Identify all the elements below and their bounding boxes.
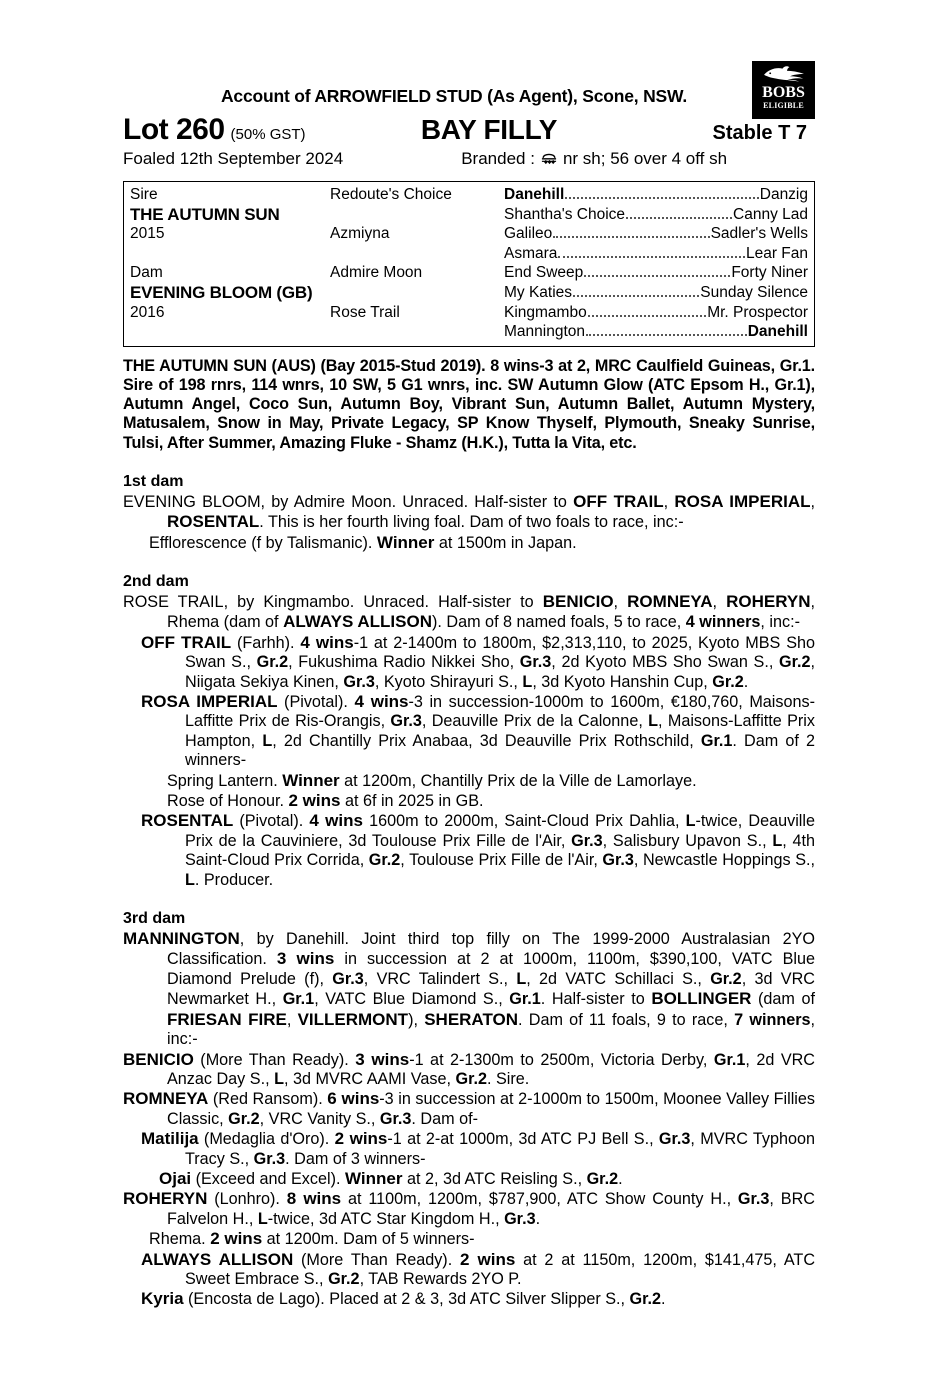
pedigree-dot-leader: [588, 305, 707, 317]
pedigree-row: [130, 303, 808, 323]
pedigree-dot-leader: [584, 266, 730, 278]
pedigree-dam-name: Forty Niner: [731, 264, 808, 282]
pedigree-dot-leader: [586, 325, 747, 337]
pedigree-sire-name: Galileo: [504, 225, 553, 243]
brand-symbol-icon: [539, 151, 559, 168]
stable-number: Stable T 7: [712, 122, 807, 144]
pedigree-dot-leader: [565, 187, 758, 199]
pedigree-cell-gen3: [504, 224, 808, 244]
sire-summary: THE AUTUMN SUN (AUS) (Bay 2015-Stud 2019). 8 wins-3 at 2, MRC Caulfield Guineas, Gr.1. Sire of 198 rnrs, 114 wnrs, 10 SW, 5 G1 wnrs, inc. SW Autumn Glow (ATC Epsom H., Gr.1), Autumn Angel, Coco Sun, Autumn Boy, Vibrant Sun, Autumn Ballet, Autumn Mystery, Matusalem, Snow in May, Private Legacy, SP Know Thyself, Plymouth, Sneaky Sunrise, Tulsi, After Summer, Amazing Fluke - Shamz (H.K.), Tutta la Vita, etc.: [123, 356, 815, 452]
pedigree-entry: Kyria (Encosta de Lago). Placed at 2 & 3, 3d ATC Silver Slipper S., Gr.2.: [141, 1289, 666, 1309]
pedigree-row: [130, 224, 808, 244]
pedigree-dam-name: Lear Fan: [745, 244, 808, 262]
branded-text: nr sh; 56 over 4 off sh: [562, 149, 728, 168]
sex-and-colour: BAY FILLY: [420, 114, 558, 145]
pedigree-cell-gen1: 2016: [130, 303, 165, 321]
pedigree-cell-gen3: [504, 244, 808, 264]
pedigree-entry: Efflorescence (f by Talismanic). Winner at 1500m in Japan.: [149, 532, 577, 552]
pedigree-sire-name: Kingmambo: [504, 303, 587, 321]
pedigree-entry: ROHERYN (Lonhro). 8 wins at 1100m, 1200m, $787,900, ATC Show County H., Gr.3, BRC Falvelon H., L-twice, 3d ATC Star Kingdom H., Gr.3.: [123, 1189, 815, 1228]
pedigree-sire-name: End Sweep: [504, 264, 584, 282]
bobs-wordmark: BOBS: [762, 84, 805, 101]
bobs-eligible-label: ELIGIBLE: [763, 101, 804, 110]
pedigree-row: [130, 205, 808, 225]
pedigree-dot-leader: [553, 227, 709, 239]
pedigree-dam-name: Danehill: [747, 323, 808, 341]
pedigree-entry: BENICIO (More Than Ready). 3 wins-1 at 2-1300m to 2500m, Victoria Derby, Gr.1, 2d VRC Anzac Day S., L, 3d MVRC AAMI Vase, Gr.2. Sire.: [123, 1049, 815, 1088]
pedigree-cell-gen1: [130, 322, 330, 342]
pedigree-cell-gen2: Rose Trail: [330, 303, 400, 321]
pedigree-dam-name: Sadler's Wells: [710, 225, 808, 243]
pedigree-cell-gen2: [330, 205, 504, 225]
pedigree-cell-gen1: [130, 244, 330, 264]
dam-heading: 1st dam: [123, 472, 184, 490]
pedigree-row: [130, 244, 808, 264]
pedigree-entry: OFF TRAIL (Farhh). 4 wins-1 at 2-1400m to 1800m, $2,313,110, to 2025, Kyoto MBS Sho Swan S., Gr.2, Fukushima Radio Nikkei Sho, Gr.3, 2d Kyoto MBS Sho Swan S., Gr.2, Niigata Sekiya Kinen, Gr.3, Kyoto Shirayuri S., L, 3d Kyoto Hanshin Cup, Gr.2.: [141, 632, 816, 691]
dam-heading: 2nd dam: [123, 572, 189, 590]
pedigree-cell-gen3: [504, 303, 808, 323]
pedigree-dam-name: Canny Lad: [733, 205, 808, 223]
pedigree-sire-name: Shantha's Choice: [504, 205, 626, 223]
pedigree-cell-gen3: [504, 283, 808, 303]
gst-note: (50% GST): [230, 126, 306, 143]
pedigree-row: [130, 263, 808, 283]
pedigree-cell-gen1: Dam: [130, 264, 163, 282]
pedigree-cell-gen3: [504, 322, 808, 342]
bobs-eligible-logo: [752, 61, 815, 119]
pedigree-entry: ROSE TRAIL, by Kingmambo. Unraced. Half-sister to BENICIO, ROMNEYA, ROHERYN, Rhema (dam of ALWAYS ALLISON). Dam of 8 named foals, 5 to race, 4 winners, inc:-: [123, 591, 815, 632]
pedigree-dot-leader: [626, 207, 732, 219]
pedigree-cell-gen2: [330, 283, 504, 303]
pedigree-cell-gen1: 2015: [130, 225, 165, 243]
pedigree-dam-name: Mr. Prospector: [707, 303, 808, 321]
pedigree-table: [123, 181, 815, 347]
lot-number: Lot 260: [123, 113, 225, 146]
pedigree-row: [130, 283, 808, 303]
branded-label: Branded :: [461, 149, 535, 168]
pedigree-entry: Rose of Honour. 2 wins at 6f in 2025 in GB.: [167, 791, 484, 811]
pedigree-cell-gen2: Azmiyna: [330, 225, 390, 243]
horse-head-icon: [761, 64, 807, 84]
pedigree-entry: EVENING BLOOM, by Admire Moon. Unraced. Half-sister to OFF TRAIL, ROSA IMPERIAL, ROSENTAL. This is her fourth living foal. Dam of two foals to race, inc:-: [123, 491, 816, 532]
pedigree-sire-name: Mannington: [504, 323, 586, 341]
account-line: Account of ARROWFIELD STUD (As Agent), Scone, NSW.: [220, 86, 688, 106]
pedigree-entry: Rhema. 2 wins at 1200m. Dam of 5 winners-: [149, 1229, 475, 1249]
pedigree-sire-name: My Katies: [504, 283, 573, 301]
lot-title-row: [123, 113, 815, 147]
pedigree-entry: Spring Lantern. Winner at 1200m, Chantilly Prix de la Ville de Lamorlaye.: [167, 770, 697, 790]
pedigree-row: [130, 185, 808, 205]
pedigree-entry: Matilija (Medaglia d'Oro). 2 wins-1 at 2-at 1000m, 3d ATC PJ Bell S., Gr.3, MVRC Typhoon Tracy S., Gr.3. Dam of 3 winners-: [141, 1129, 816, 1168]
pedigree-entry: Ojai (Exceed and Excel). Winner at 2, 3d ATC Reisling S., Gr.2.: [159, 1168, 623, 1188]
pedigree-dam-name: Danzig: [759, 186, 808, 203]
pedigree-dot-leader: [558, 246, 745, 258]
foaled-branded-row: [123, 149, 815, 169]
pedigree-cell-gen1: EVENING BLOOM (GB): [130, 282, 313, 302]
pedigree-sire-name: Asmara: [504, 244, 558, 262]
pedigree-entry: MANNINGTON, by Danehill. Joint third top filly on The 1999-2000 Australasian 2YO Classification. 3 wins in succession at 2 at 1000m, 1100m, $390,100, VATC Blue Diamond Prelude (f), Gr.3, VRC Talindert S., L, 2d VATC Schillaci S., Gr.2, 3d VRC Newmarket H., Gr.1, VATC Blue Diamond S., Gr.1. Half-sister to BOLLINGER (dam of FRIESAN FIRE, VILLERMONT), SHERATON. Dam of 11 foals, 9 to race, 7 winners, inc:-: [123, 929, 816, 1049]
dam-heading: 3rd dam: [123, 910, 186, 928]
pedigree-cell-gen2: Admire Moon: [330, 264, 423, 282]
pedigree-cell-gen2: [330, 322, 504, 342]
pedigree-entry: ROMNEYA (Red Ransom). 6 wins-3 in succession at 2-1000m to 1500m, Moonee Valley Fillies Classic, Gr.2, VRC Vanity S., Gr.3. Dam of-: [123, 1089, 815, 1128]
pedigree-cell-gen2: Redoute's Choice: [330, 186, 452, 203]
pedigree-cell-gen2: [330, 244, 504, 264]
pedigree-sire-name: Danehill: [504, 186, 565, 203]
pedigree-entry: ROSA IMPERIAL (Pivotal). 4 wins-3 in succession-1000m to 1600m, €180,760, Maisons-Laffitte Prix de Ris-Orangis, Gr.3, Deauville Prix de la Calonne, L, Maisons-Laffitte Prix Hampton, L, 2d Chantilly Prix Anabaa, 3d Deauville Prix Rothschild, Gr.1. Dam of 2 winners-: [141, 692, 815, 770]
dam-sections: [123, 473, 815, 1310]
branded-info: [461, 149, 727, 169]
pedigree-cell-gen1: THE AUTUMN SUN: [130, 204, 280, 224]
foaled-date: Foaled 12th September 2024: [123, 149, 344, 168]
pedigree-cell-gen3: [504, 263, 808, 283]
pedigree-dam-name: Sunday Silence: [700, 283, 808, 301]
pedigree-row: [130, 322, 808, 342]
pedigree-dot-leader: [573, 285, 699, 297]
pedigree-cell-gen3: [504, 185, 808, 205]
pedigree-cell-gen3: [504, 205, 808, 225]
pedigree-entry: ROSENTAL (Pivotal). 4 wins 1600m to 2000m, Saint-Cloud Prix Dahlia, L-twice, Deauville Prix de la Cauviniere, 3d Toulouse Prix Fille de l'Air, Gr.3, Salisbury Upavon S., L, 4th Saint-Cloud Prix Corrida, Gr.2, Toulouse Prix Fille de l'Air, Gr.3, Newcastle Hoppings S., L. Producer.: [141, 811, 816, 889]
pedigree-cell-gen1: Sire: [130, 186, 158, 203]
pedigree-entry: ALWAYS ALLISON (More Than Ready). 2 wins at 2 at 1150m, 1200m, $141,475, ATC Sweet Embrace S., Gr.2, TAB Rewards 2YO P.: [141, 1249, 816, 1288]
page-header: [0, 0, 938, 169]
